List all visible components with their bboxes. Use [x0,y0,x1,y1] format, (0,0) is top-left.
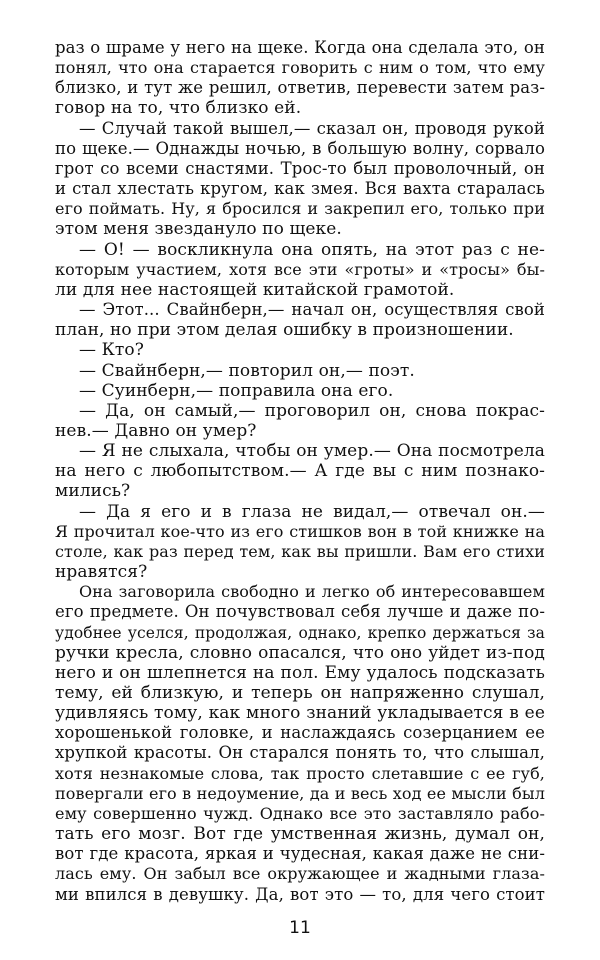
text-line: него и он шлепнется на пол. Ему удалось подсказать [55,662,545,683]
text-line: нев.— Давно он умер? [55,420,257,441]
text-line: — Да, он самый,— проговорил он, снова покрас- [79,400,545,421]
text-line: этом меня звездануло по щеке. [55,219,342,240]
text-line: нравятся? [55,562,148,583]
text-line: ему совершенно чужд. Однако все это заставляло рабо- [55,803,545,823]
text-line: мились? [55,481,131,502]
text-line: — Этот... Свайнберн,— начал он, осуществляя свой [79,300,545,320]
text-line: ми впился в девушку. Да, вот это — то, для чего стоит [55,884,545,904]
text-line: хорошенькой головке, и наслаждаясь созерцанием ее [55,723,545,743]
text-line: которым участием, хотя все эти «гроты» и «тросы» бы- [55,259,545,279]
text-line: — Я не слыхала, чтобы он умер.— Она посмотрела [79,441,545,462]
page-body [55,38,545,905]
text-line: Я прочитал кое-что из его стишков вон в той книжке на [55,521,545,541]
text-line: — Да я его и в глаза не видал,— отвечал он.— [79,501,545,522]
text-line: удивляясь тому, как много знаний укладывается в ее [55,703,545,724]
text-line: и стал хлестать кругом, как змея. Вся вахта старалась [55,179,545,199]
text-line: хрупкой красоты. Он старался понять то, что слышал, [55,743,545,763]
text-line: лась ему. Он забыл все окружающее и жадными глаза- [55,864,545,884]
text-line: его предмете. Он почувствовал себя лучше и даже по- [55,602,545,622]
text-line: план, но при этом делая ошибку в произношении. [55,320,514,341]
text-line: его поймать. Ну, я бросился и закрепил его, только при [55,199,545,219]
text-line: ли для нее настоящей китайской грамотой. [55,279,455,300]
text-line: вот где красота, яркая и чудесная, какая даже не сни- [55,844,545,864]
text-line: столе, как раз перед тем, как вы пришли. Вам его стихи [55,541,545,561]
text-line: — Свайнберн,— повторил он,— поэт. [79,360,415,381]
text-line: понял, что она старается говорить с ним о том, что ему [55,58,545,78]
text-line: грот со всеми снастями. Трос-то был проволочный, он [55,158,545,178]
text-line: по щеке.— Однажды ночью, в большую волну, сорвало [55,138,545,158]
text-line: тать его мозг. Вот где умственная жизнь, думал он, [55,824,545,845]
text-line: Она заговорила свободно и легко об интересовавшем [79,582,545,602]
text-line: тему, ей близкую, и теперь он напряженно слушал, [55,683,545,703]
text-line: ручки кресла, словно опасался, что оно уйдет из-под [55,642,545,663]
text-line: раз о шраме у него на щеке. Когда она сделала это, он [55,38,545,57]
text-line: на него с любопытством.— А где вы с ним познако- [55,461,545,482]
text-line: близко, и тут же решил, ответив, перевести затем раз- [55,78,545,98]
text-line: говор на то, что близко ей. [55,98,302,119]
text-line: — Случай такой вышел,— сказал он, проводя рукой [79,118,545,138]
text-line: — О! — воскликнула она опять, на этот раз с не- [79,239,545,260]
text-line: — Суинберн,— поправила она его. [79,380,394,401]
text-line: повергали его в недоумение, да и весь ход ее мысли был [55,783,545,803]
text-line: удобнее уселся, продолжая, однако, крепко держаться за [55,623,545,642]
text-line: — Кто? [79,340,144,361]
page-number: 11 [289,918,311,938]
text-line: хотя незнакомые слова, так просто слетавшие с ее губ, [55,763,545,783]
